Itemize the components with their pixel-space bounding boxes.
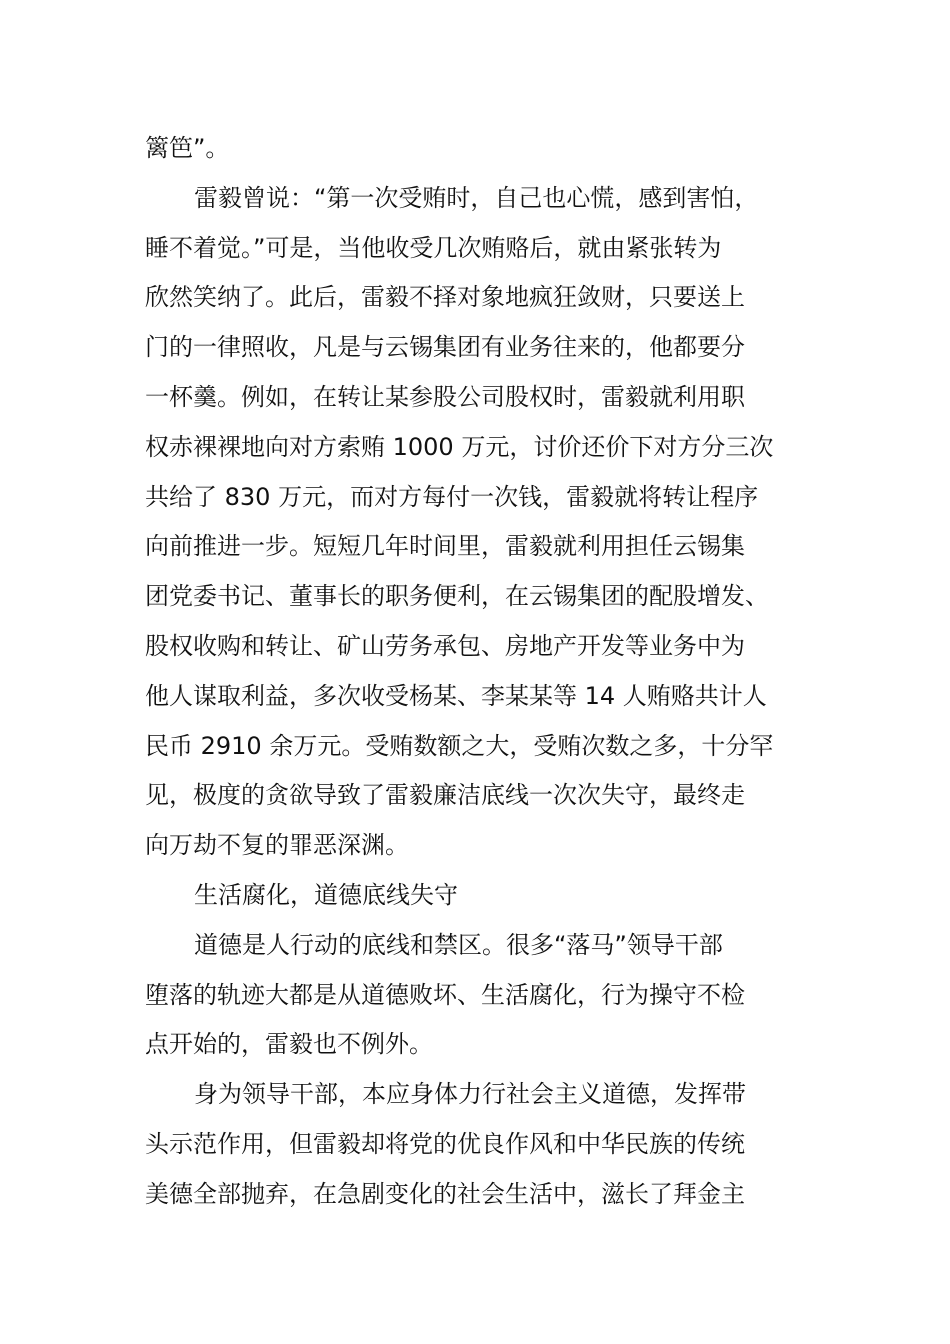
text-line: 点开始的，雷毅也不例外。 [145,1030,433,1059]
text-line: 向前推进一步。短短几年时间里，雷毅就利用担任云锡集 [145,532,745,561]
text-line: 堕落的轨迹大都是从道德败坏、生活腐化，行为操守不检 [145,980,745,1009]
text-line: 头示范作用，但雷毅却将党的优良作风和中华民族的传统 [145,1129,745,1158]
text-line: 股权收购和转让、矿山劳务承包、房地产开发等业务中为 [145,631,745,660]
text-line: 睡不着觉。”可是，当他收受几次贿赂后，就由紧张转为 [145,233,722,262]
text-line: 权赤裸裸地向对方索贿 1000 万元，讨价还价下对方分三次 [145,432,774,461]
text-line: 见，极度的贪欲导致了雷毅廉洁底线一次次失守，最终走 [145,781,745,810]
text-line: 道德是人行动的底线和禁区。很多“落马”领导干部 [194,930,723,959]
text-line: 向万劫不复的罪恶深渊。 [145,831,409,860]
text-line: 欣然笑纳了。此后，雷毅不择对象地疯狂敛财，只要送上 [145,283,745,312]
text-line: 篱笆”。 [145,134,230,162]
text-line: 雷毅曾说：“第一次受贿时，自己也心慌，感到害怕， [194,183,759,212]
document-body-text [145,124,807,1220]
text-line: 团党委书记、董事长的职务便利，在云锡集团的配股增发、 [145,582,769,611]
text-line: 他人谋取利益，多次收受杨某、李某某等 14 人贿赂共计人 [145,681,767,710]
text-line: 一杯羹。例如，在转让某参股公司股权时，雷毅就利用职 [145,382,745,411]
text-line: 共给了 830 万元，而对方每付一次钱，雷毅就将转让程序 [145,482,759,511]
text-line: 身为领导干部，本应身体力行社会主义道德，发挥带 [194,1080,746,1109]
text-line: 生活腐化，道德底线失守 [194,880,458,909]
text-line: 民币 2910 余万元。受贿数额之大，受贿次数之多，十分罕 [145,731,774,760]
text-line: 美德全部抛弃，在急剧变化的社会生活中，滋长了拜金主 [145,1179,745,1208]
text-line: 门的一律照收，凡是与云锡集团有业务往来的，他都要分 [145,333,745,362]
